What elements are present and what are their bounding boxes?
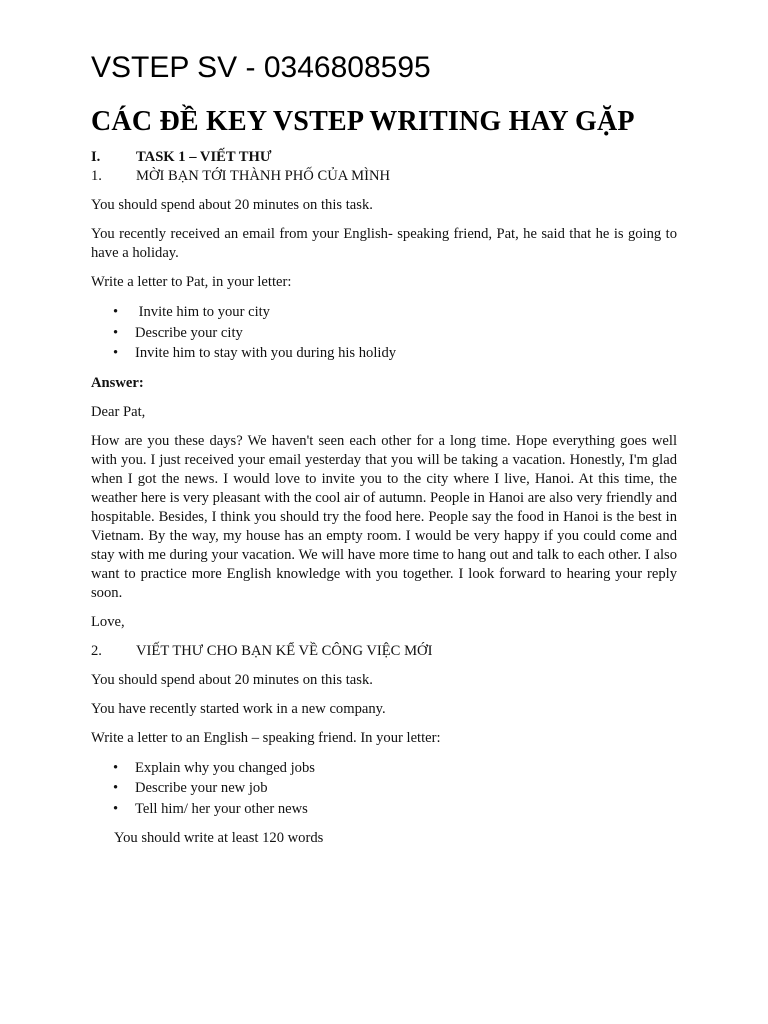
page-title: CÁC ĐỀ KEY VSTEP WRITING HAY GẶP	[91, 106, 635, 137]
task2-word-note: You should write at least 120 words	[114, 830, 324, 846]
task1-title: MỜI BẠN TỚI THÀNH PHỐ CỦA MÌNH	[136, 168, 391, 184]
bullet-icon: •	[113, 304, 119, 320]
list-item: • Tell him/ her your other news	[91, 799, 677, 820]
task2-title: VIẾT THƯ CHO BẠN KỂ VỀ CÔNG VIỆC MỚI	[136, 642, 433, 659]
task2-prompt: You have recently started work in a new company.	[91, 700, 386, 717]
section-number: I.	[91, 149, 101, 165]
task1-instruction: Write a letter to Pat, in your letter:	[91, 274, 292, 290]
header-contact-line: VSTEP SV - 0346808595	[91, 51, 431, 84]
letter-closing: Love,	[91, 613, 125, 630]
list-item: • Invite him to stay with you during his holidy	[91, 343, 677, 364]
letter-body: How are you these days? We haven't seen each other for a long time. Hope everything goes well with you. I just received your email yesterday that you will be taking a vacation. Honestly, I'm glad when I got the news. I would love to invite you to the city where I live, Hanoi. At this time, the weather here is very pleasant with the cool air of autumn. People in Hanoi are also very friendly and hospitable. Besides, I think you should try the food here. People say the food in Hanoi is the best in Vietnam. By the way, my house has an empty room. I would be very happy if you could come and stay with me during your vacation. We will have more time to hang out and talk to each other. I also want to practice more English knowledge with you together. I look forward to hearing your reply soon.	[91, 432, 677, 601]
list-item: • Invite him to your city	[91, 302, 677, 323]
task2-number: 2.	[91, 642, 102, 659]
bullet-icon: •	[113, 800, 119, 817]
bullet-icon: •	[113, 345, 119, 361]
answer-label: Answer:	[91, 374, 144, 391]
list-item: • Describe your new job	[91, 778, 677, 799]
document-body	[91, 148, 677, 848]
task1-heading	[91, 167, 677, 186]
task1-prompt: You recently received an email from your English- speaking friend, Pat, he said that he is going to have a holiday.	[91, 226, 677, 261]
list-item: • Describe your city	[91, 323, 677, 344]
task1-time-note: You should spend about 20 minutes on this task.	[91, 197, 373, 213]
task2-bullet-list	[91, 758, 677, 820]
task2-instruction: Write a letter to an English – speaking friend. In your letter:	[91, 729, 441, 746]
list-item: • Explain why you changed jobs	[91, 758, 677, 779]
section-heading	[91, 148, 677, 167]
task1-bullet-list	[91, 302, 677, 364]
task2-heading	[91, 642, 677, 661]
bullet-icon: •	[113, 759, 119, 776]
task2-time-note: You should spend about 20 minutes on this task.	[91, 671, 373, 688]
bullet-icon: •	[113, 324, 119, 341]
task1-number: 1.	[91, 168, 102, 184]
bullet-icon: •	[113, 780, 119, 796]
section-label: TASK 1 – VIẾT THƯ	[136, 149, 272, 165]
letter-greeting: Dear Pat,	[91, 403, 146, 420]
